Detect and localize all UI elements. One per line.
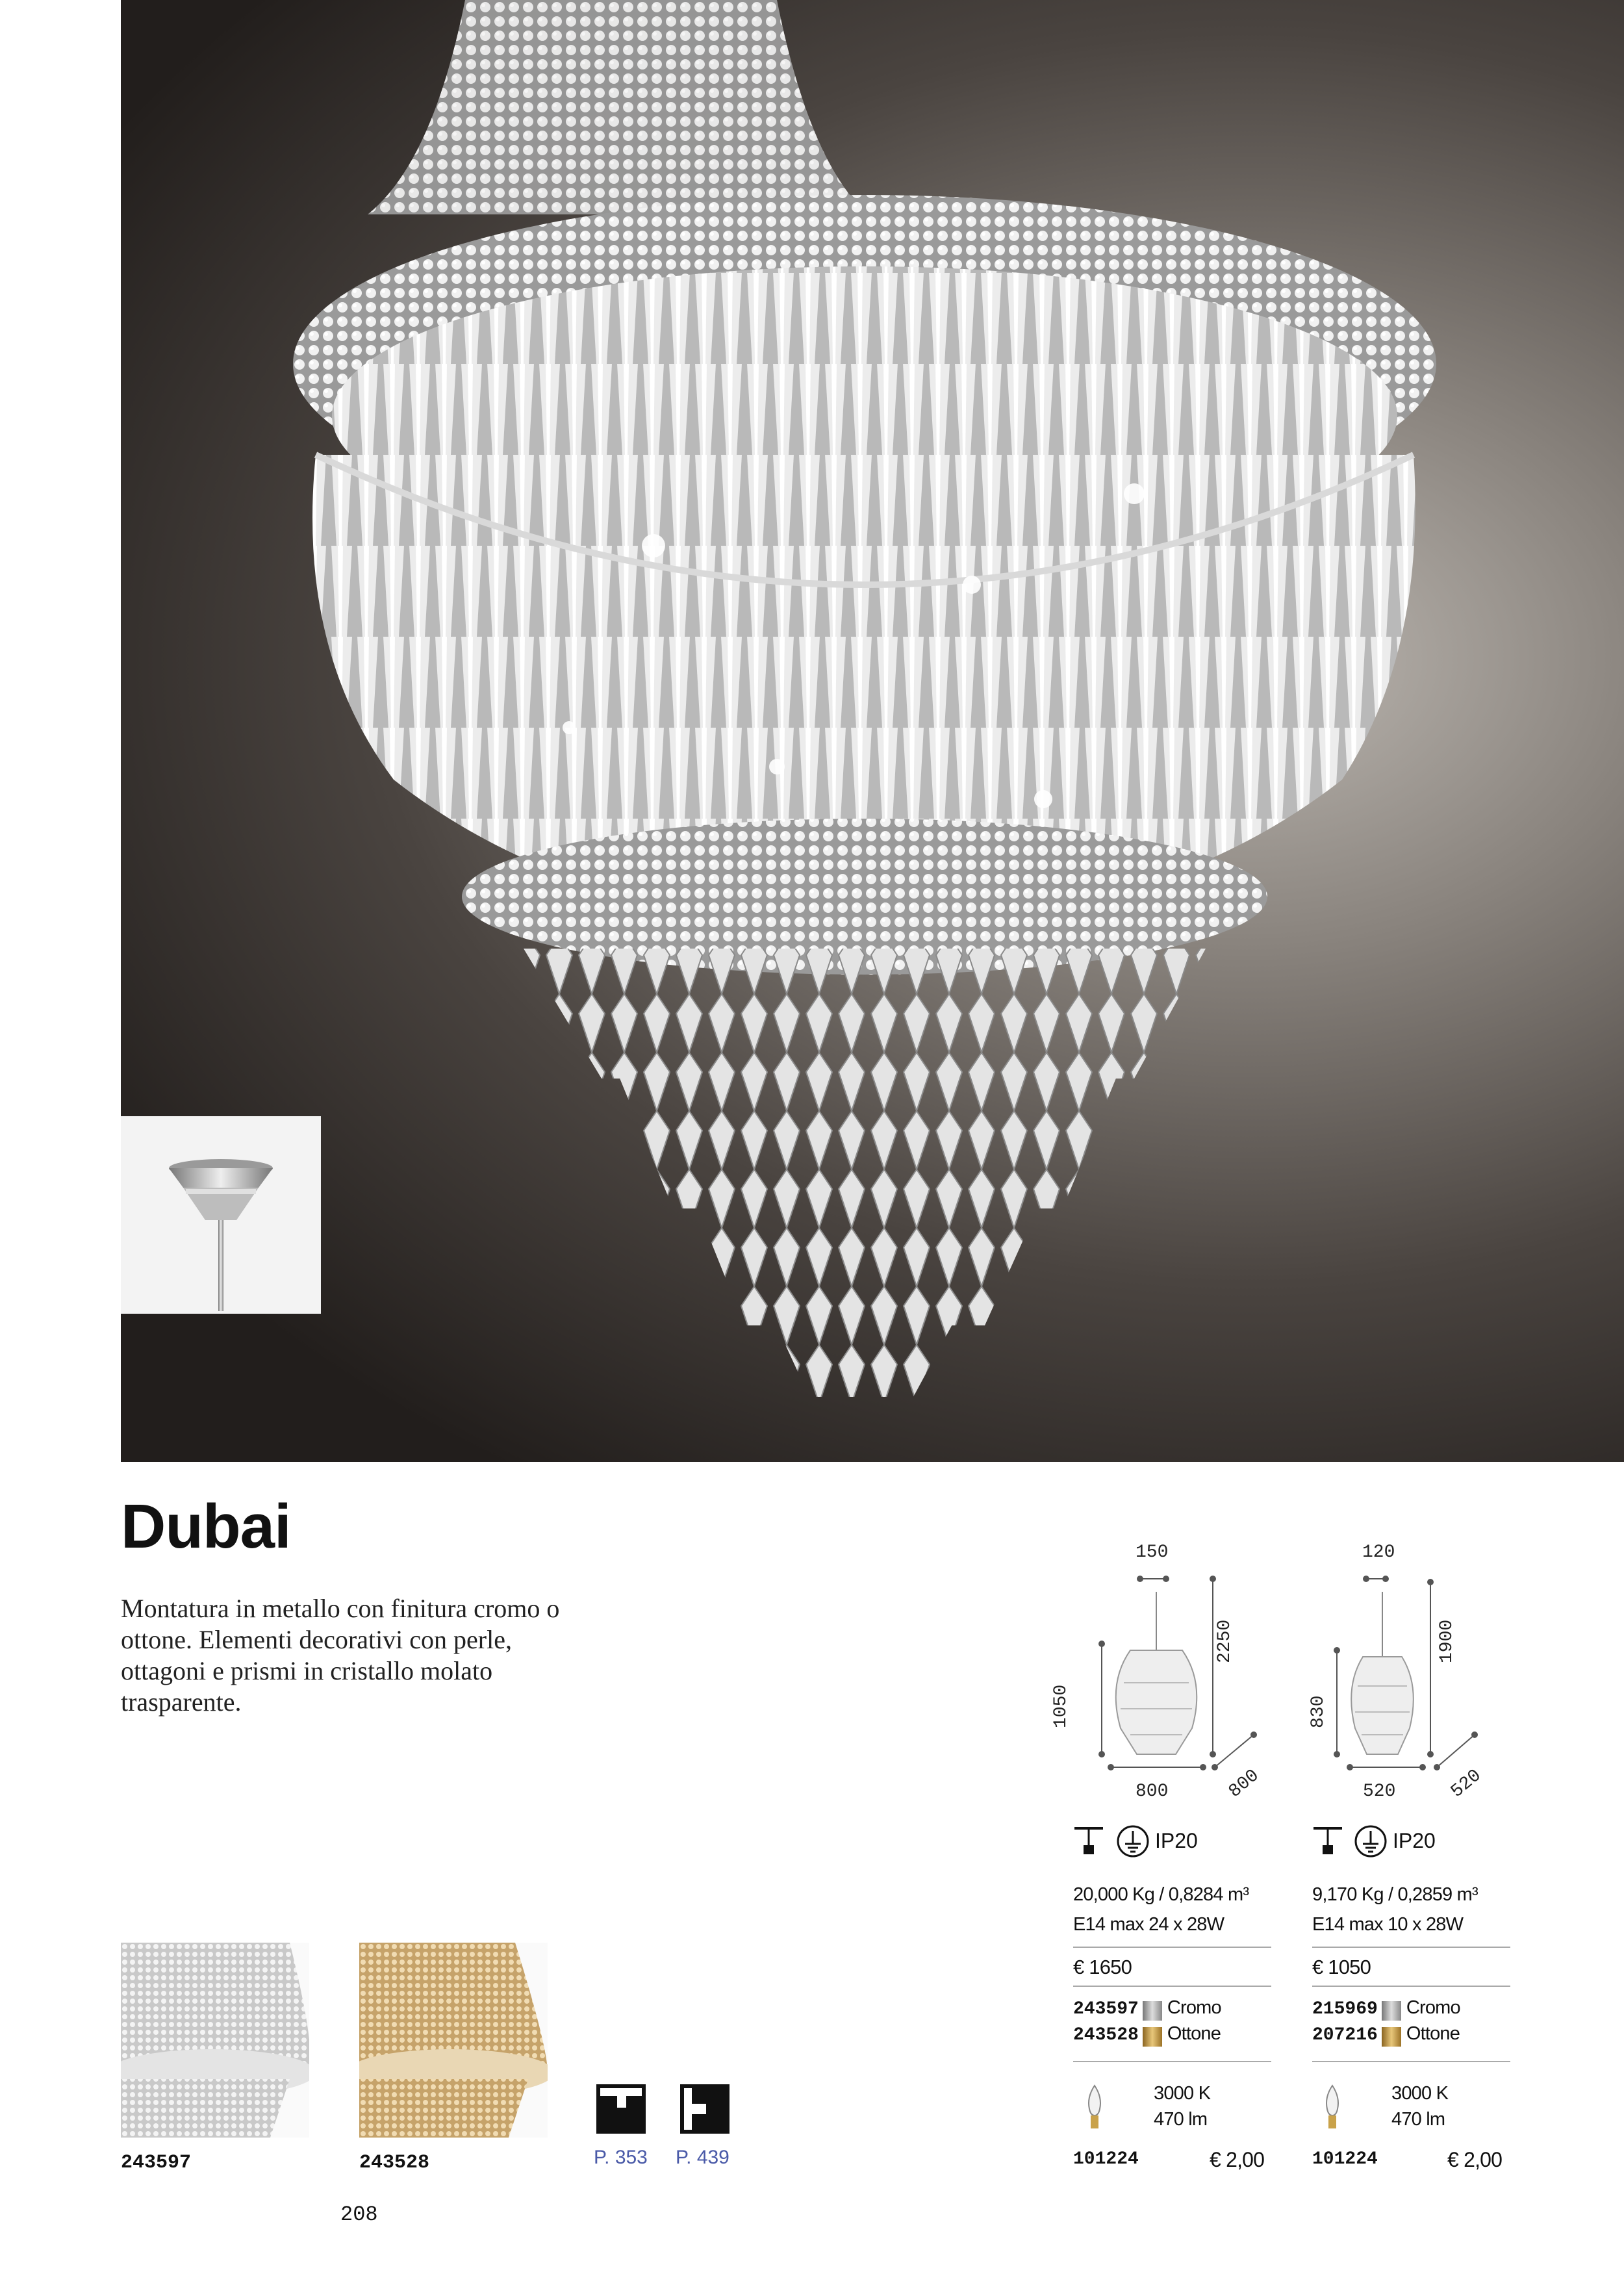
code-row [1312, 2023, 1460, 2047]
lamp-price: € 2,00 [1447, 2148, 1503, 2171]
lamp-code: 101224 [1312, 2149, 1378, 2169]
divider [1073, 1947, 1271, 1948]
dim-width: 150 [1136, 1542, 1169, 1563]
product-description: Montatura in metallo con finitura cromo o ottone. Elementi decorativi con perle, ottagoni e prismi in cristallo molato trasparente. [121, 1594, 560, 1717]
code-row [1073, 2023, 1221, 2047]
weight-volume: 20,000 Kg / 0,8284 m³ [1073, 1884, 1249, 1905]
ceiling-rose-detail-photo [121, 1116, 321, 1314]
pendant-icon [1073, 1826, 1112, 1857]
ceiling-mount-icon[interactable] [596, 2084, 646, 2134]
brass-swatch-icon [1143, 2027, 1162, 2047]
dimension-drawing [1299, 1540, 1507, 1793]
reference-link[interactable]: P. 439 [676, 2147, 730, 2168]
lumen: 470 lm [1154, 2109, 1208, 2130]
weight-volume: 9,170 Kg / 0,2859 m³ [1312, 1884, 1478, 1905]
color-temperature: 3000 K [1391, 2083, 1449, 2104]
divider [1312, 1947, 1510, 1948]
dim-diameter: 520 [1363, 1782, 1396, 1802]
code-row [1312, 1997, 1460, 2021]
candle-bulb-icon [1323, 2083, 1342, 2130]
dim-body-height: 830 [1308, 1695, 1328, 1728]
dim-body-height: 1050 [1051, 1684, 1071, 1728]
chrome-swatch-icon [1382, 2001, 1401, 2021]
dim-depth: 520 [1447, 1765, 1486, 1802]
color-temperature: 3000 K [1154, 2083, 1211, 2104]
dim-depth: 800 [1225, 1765, 1263, 1802]
price: € 1650 [1073, 1956, 1132, 1978]
lumen: 470 lm [1391, 2109, 1445, 2130]
dim-width: 120 [1362, 1542, 1395, 1563]
dim-total-height: 1900 [1437, 1619, 1457, 1663]
chrome-swatch-icon [1143, 2001, 1162, 2021]
brass-swatch-icon [1382, 2027, 1401, 2047]
thumbnail-brass [359, 1943, 548, 2138]
product-code: 207216 [1312, 2025, 1378, 2045]
thumbnail-code: 243528 [359, 2152, 430, 2174]
product-code: 215969 [1312, 1999, 1378, 2019]
dimension-drawing [1052, 1540, 1280, 1793]
page-number: 208 [340, 2203, 378, 2227]
lamp-price: € 2,00 [1210, 2148, 1265, 2171]
bulb-spec: E14 max 10 x 28W [1312, 1914, 1464, 1935]
pendant-icon [1312, 1826, 1351, 1857]
bulb-spec: E14 max 24 x 28W [1073, 1914, 1224, 1935]
divider [1073, 2061, 1271, 2062]
finish-label: Cromo [1167, 1997, 1221, 2018]
product-code: 243528 [1073, 2025, 1139, 2045]
product-title: Dubai [121, 1492, 291, 1561]
ip-rating: IP20 [1393, 1829, 1436, 1852]
reference-link[interactable]: P. 353 [594, 2147, 648, 2168]
candle-bulb-icon [1085, 2083, 1104, 2130]
dim-total-height: 2250 [1215, 1619, 1235, 1663]
thumbnail-code: 243597 [121, 2152, 192, 2174]
divider [1312, 1986, 1510, 1987]
wall-mount-icon[interactable] [680, 2084, 730, 2134]
finish-label: Ottone [1167, 2023, 1221, 2044]
finish-label: Cromo [1406, 1997, 1460, 2018]
ip-rating: IP20 [1155, 1829, 1198, 1852]
ground-class-icon [1116, 1824, 1150, 1858]
dim-diameter: 800 [1136, 1782, 1169, 1802]
price: € 1050 [1312, 1956, 1371, 1978]
finish-label: Ottone [1406, 2023, 1460, 2044]
hero-chandelier-photo [121, 0, 1624, 1462]
lamp-code: 101224 [1073, 2149, 1139, 2169]
ground-class-icon [1354, 1824, 1388, 1858]
divider [1073, 1986, 1271, 1987]
code-row [1073, 1997, 1221, 2021]
thumbnail-chrome [121, 1943, 309, 2138]
product-code: 243597 [1073, 1999, 1139, 2019]
divider [1312, 2061, 1510, 2062]
